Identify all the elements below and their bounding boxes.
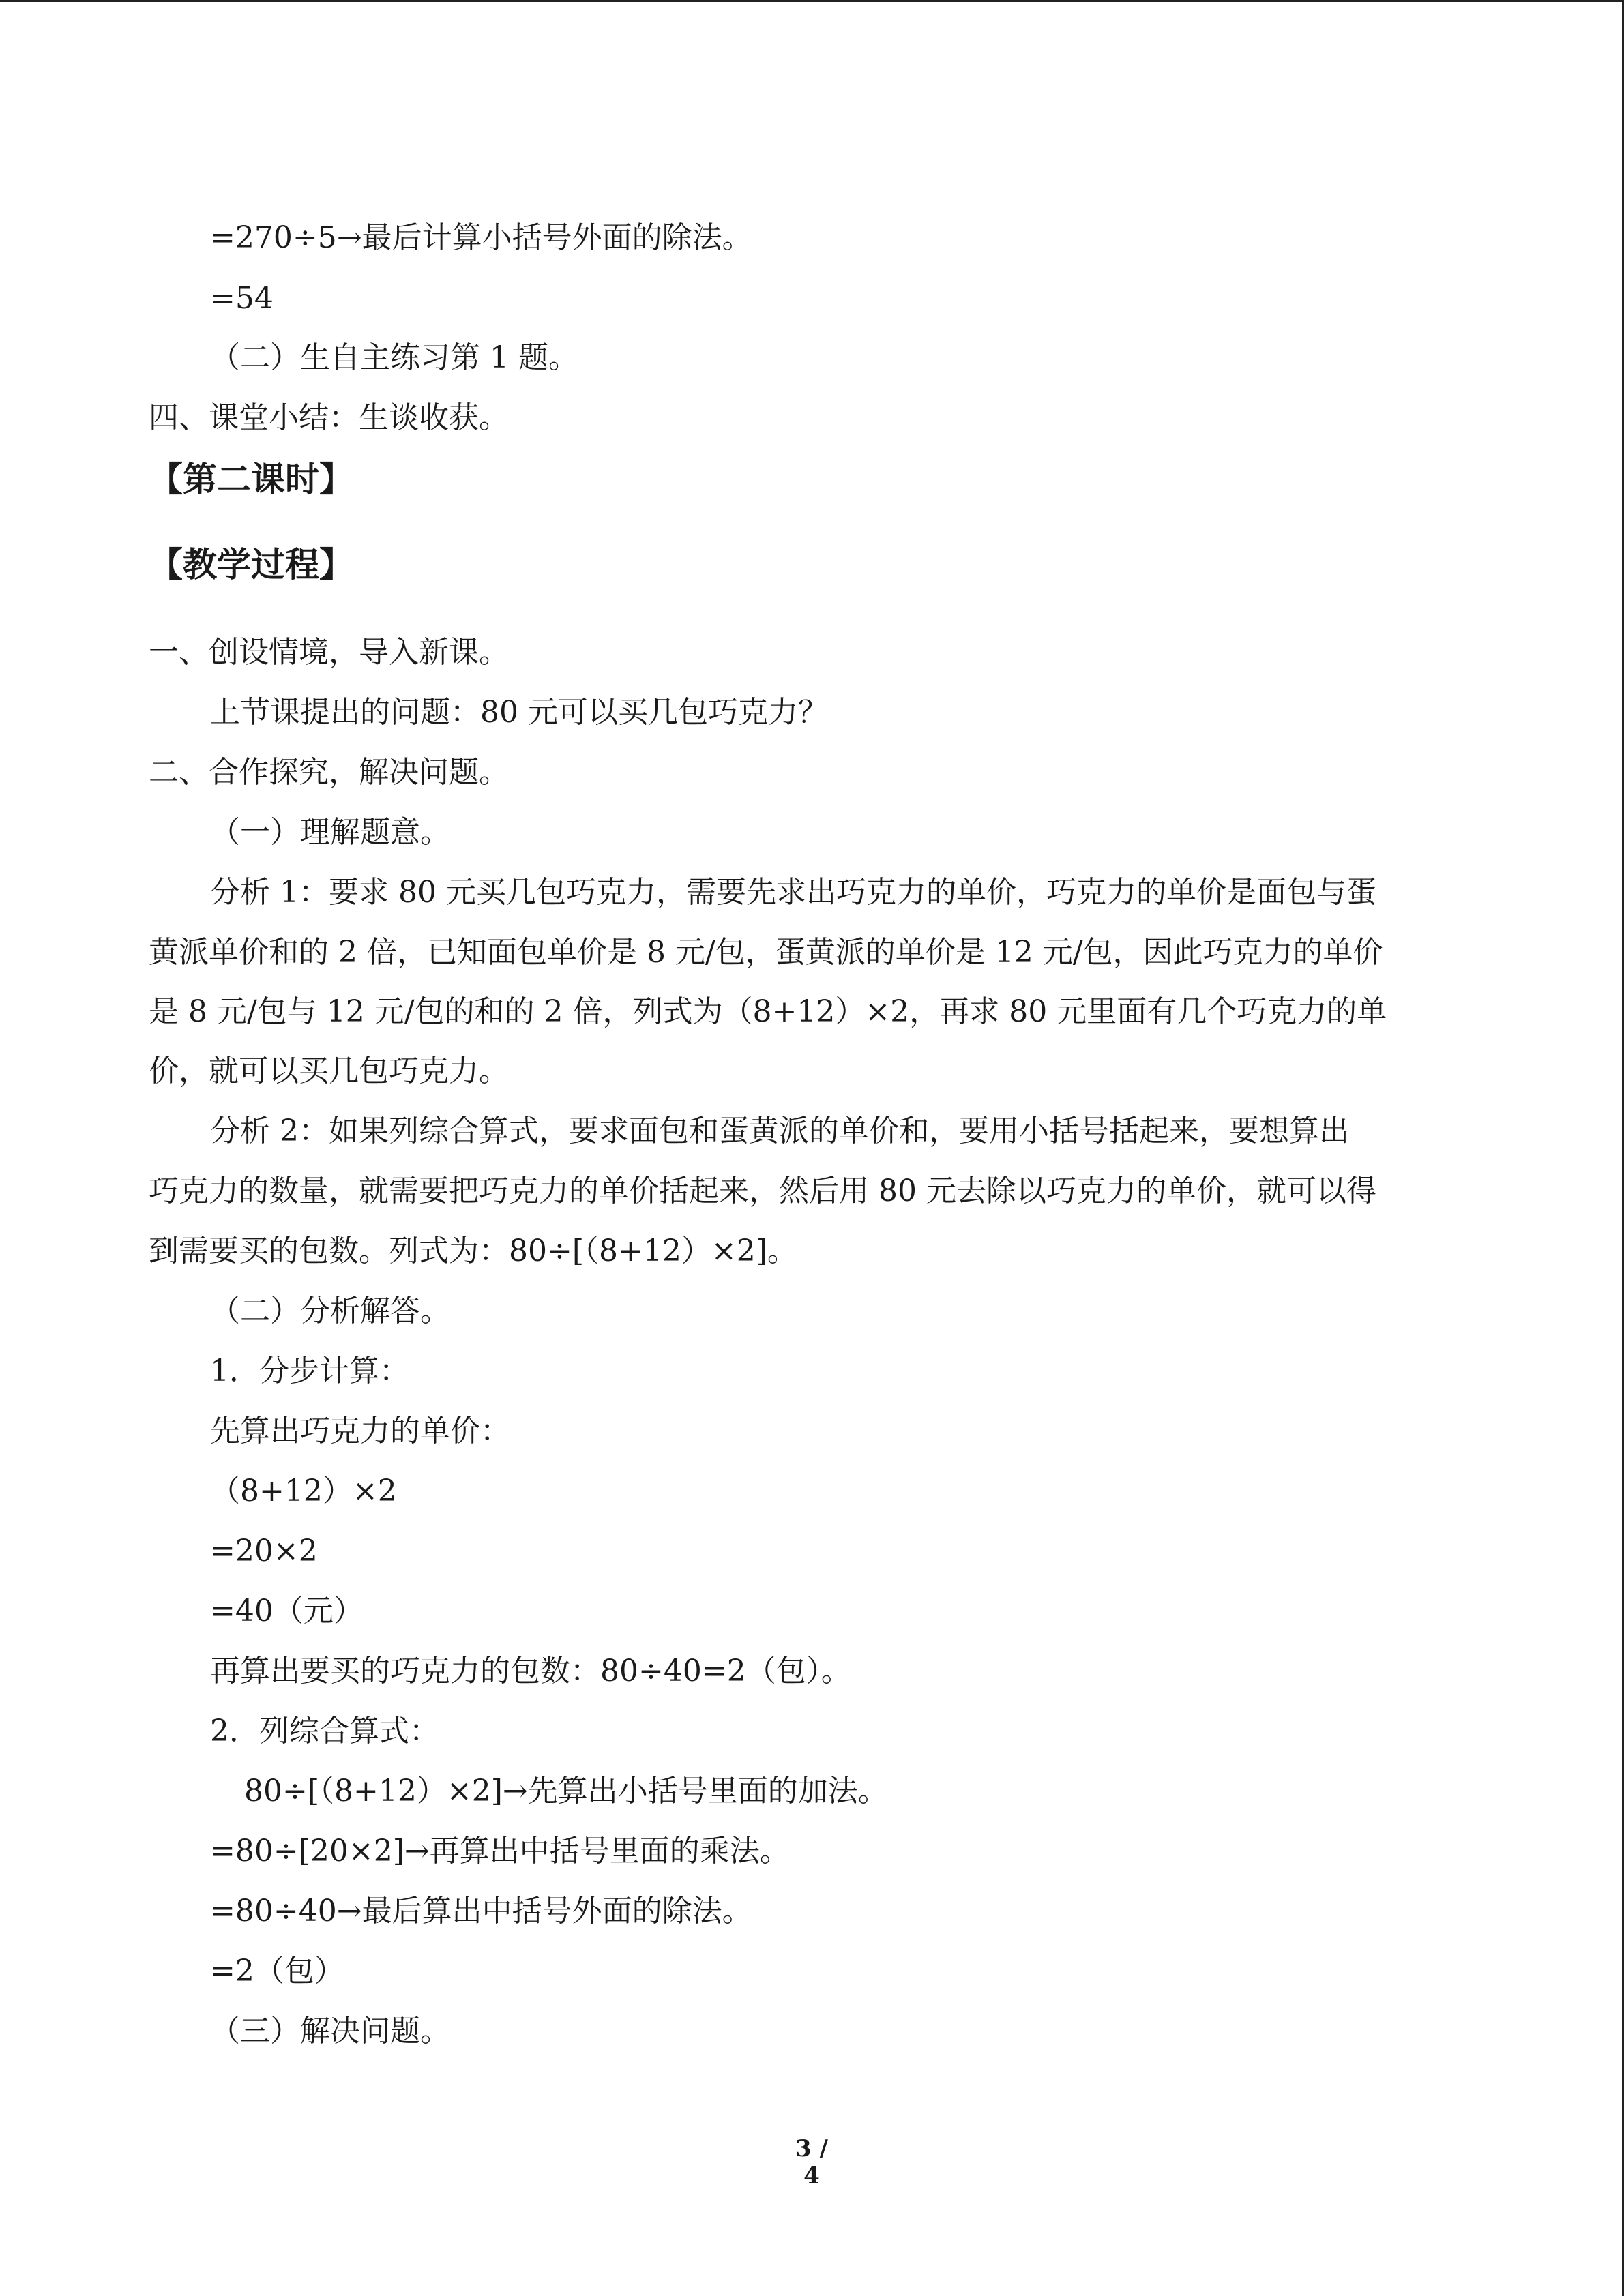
- paragraph-line: 黄派单价和的 2 倍，已知面包单价是 8 元/包，蛋黄派的单价是 12 元/包，因此巧克力的单价: [149, 935, 1383, 970]
- paragraph-line: 价，就可以买几包巧克力。: [149, 1054, 509, 1088]
- equation-line: =20×2: [210, 1534, 318, 1568]
- paragraph-line: 巧克力的数量，就需要把巧克力的单价括起来，然后用 80 元去除以巧克力的单价，就可以得: [149, 1174, 1376, 1208]
- text-line: 1．分步计算：: [210, 1354, 409, 1388]
- equation-line: 80÷[（8+12）×2]→先算出小括号里面的加法。: [244, 1774, 888, 1808]
- text-line: 上节课提出的问题：80 元可以买几包巧克力？: [210, 695, 828, 730]
- text-line: （二）分析解答。: [210, 1294, 450, 1328]
- text-line: 2．列综合算式：: [210, 1714, 439, 1748]
- text-line: （二）生自主练习第 1 题。: [210, 340, 578, 375]
- text-line: 先算出巧克力的单价：: [210, 1414, 510, 1448]
- equation-line: （8+12）×2: [210, 1474, 397, 1508]
- text-line: 二、合作探究，解决问题。: [149, 755, 509, 790]
- equation-line: =80÷40→最后算出中括号外面的除法。: [210, 1894, 752, 1928]
- paragraph-line: 到需要买的包数。列式为：80÷[（8+12）×2]。: [149, 1234, 797, 1268]
- text-line: =270÷5→最后计算小括号外面的除法。: [210, 220, 752, 255]
- text-line: 再算出要买的巧克力的包数：80÷40=2（包）。: [210, 1654, 851, 1688]
- equation-line: =40（元）: [210, 1594, 364, 1628]
- section-heading: 【第二课时】: [149, 460, 353, 499]
- equation-line: =2（包）: [210, 1954, 344, 1988]
- section-heading: 【教学过程】: [149, 545, 353, 584]
- paragraph-line: 分析 2：如果列综合算式，要求面包和蛋黄派的单价和，要用小括号括起来，要想算出: [210, 1114, 1349, 1148]
- text-line: =54: [210, 281, 274, 316]
- text-line: （三）解决问题。: [210, 2014, 450, 2048]
- equation-line: =80÷[20×2]→再算出中括号里面的乘法。: [210, 1834, 790, 1868]
- text-line: （一）理解题意。: [210, 815, 450, 850]
- text-line: 一、创设情境，导入新课。: [149, 635, 509, 670]
- paragraph-line: 分析 1：要求 80 元买几包巧克力，需要先求出巧克力的单价，巧克力的单价是面包与蛋: [210, 875, 1376, 910]
- text-line: 四、课堂小结：生谈收获。: [149, 400, 509, 435]
- paragraph-line: 是 8 元/包与 12 元/包的和的 2 倍，列式为（8+12）×2，再求 80 元里面有几个巧克力的单: [149, 994, 1387, 1029]
- page-number: 3 / 4: [795, 2135, 828, 2190]
